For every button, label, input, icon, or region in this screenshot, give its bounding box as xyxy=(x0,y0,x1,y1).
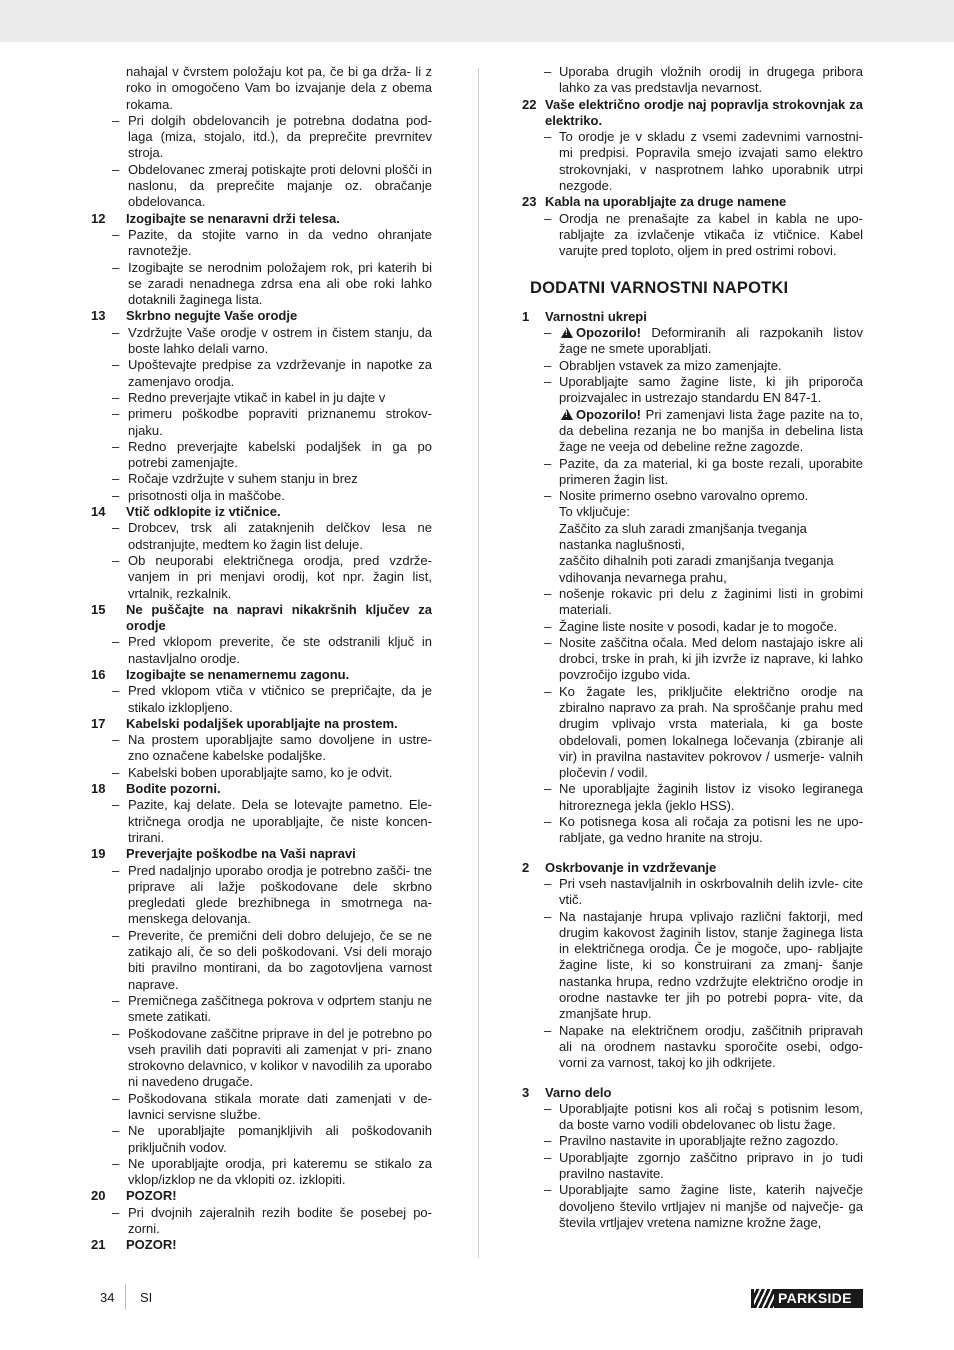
parkside-logo: PARKSIDE xyxy=(751,1289,863,1308)
section-title: DODATNI VARNOSTNI NAPOTKI xyxy=(530,278,789,297)
list-item: – Obdelovanec zmeraj potiskajte proti delovni plošči in naslonu, da preprečite majanje oz. obračanje obdelovanca. xyxy=(112,161,432,210)
numbered-heading: 20 POZOR! xyxy=(91,1188,177,1204)
list-item: – Uporaba drugih vložnih orodij in drugega pribora lahko za vas predstavlja nevarnost. xyxy=(544,64,863,96)
numbered-heading: 21 POZOR! xyxy=(91,1237,177,1253)
list-item: – Pred vklopom preverite, če ste odstranili ključ in nastavljalno orodje. xyxy=(112,634,432,666)
numbered-heading: 17 Kabelski podaljšek uporabljajte na prostem. xyxy=(91,715,398,731)
numbered-heading: 14 Vtič odklopite iz vtičnice. xyxy=(91,504,281,520)
warning-triangle-icon xyxy=(561,327,573,338)
numbered-heading: 15 Ne puščajte na napravi nikakršnih ključev za orodje xyxy=(91,601,432,634)
continued-text: nahajal v čvrstem položaju kot pa, če bi ga drža- li z roko in omogočeno Vam bo izvajanje dela z obema rokama. xyxy=(126,64,432,112)
list-item: – Poškodovana stikala morate dati zamenjati v de- lavnici servisne službe. xyxy=(112,1090,432,1122)
list-item: – Pazite, da za material, ki ga boste rezali, uporabite primeren žagin list. xyxy=(544,455,863,487)
list-item: – Ne uporabljajte žaginih listov iz visoko legiranega hitroreznega jekla (jeklo HSS). xyxy=(544,781,863,813)
list-item: – Pravilno nastavite in uporabljajte režno zagozdo. xyxy=(544,1133,839,1149)
list-item: – primeru poškodbe popraviti priznanemu strokov- njaku. xyxy=(112,406,432,438)
list-item: – Ob neuporabi električnega orodja, pred vzdrže- vanjem in pri menjavi orodij, kot npr. žagin list, vrtalnik, rezkalnik. xyxy=(112,552,432,601)
logo-stripes-icon xyxy=(754,1289,774,1308)
section-2-heading: 2 Oskrbovanje in vzdrževanje xyxy=(522,859,717,875)
numbered-heading: 19 Preverjajte poškodbe na Vaši napravi xyxy=(91,846,356,862)
list-item: – Izogibajte se nerodnim položajem rok, pri katerih bi se zaradi nenadnega zdrsa ena ali obe roki lahko dotaknili žaginega lista. xyxy=(112,259,432,308)
language-code: SI xyxy=(140,1290,153,1305)
list-item: – Žagine liste nosite v posodi, kadar je to mogoče. xyxy=(544,618,838,634)
right-column xyxy=(522,64,863,1231)
list-item: – Vzdržujte Vaše orodje v ostrem in čistem stanju, da boste lahko delali varno. xyxy=(112,324,432,357)
list-item: – Redno preverjajte vtikač in kabel in ju dajte v xyxy=(112,389,386,405)
list-item: – Obrabljen vstavek za mizo zamenjajte. xyxy=(544,357,782,373)
list-item: – Nosite zaščitna očala. Med delom nastajajo iskre ali drobci, trske in prah, ki jih izvrže iz naprave, ki lahko povzročijo izgubo vida. xyxy=(544,634,863,683)
numbered-heading: 12 Izogibajte se nenaravni drži telesa. xyxy=(91,210,340,226)
section-3-heading: 3 Varno delo xyxy=(522,1084,612,1100)
list-item: – Uporabljajte samo žagine liste, katerih največje dovoljeno število vrtljajev ni manjše od največje- ga števila vrtljajev vretena namizne krožne žage, xyxy=(544,1182,863,1230)
numbered-heading: 22 Vaše električno orodje naj popravlja strokovnjak za elektriko. xyxy=(522,96,863,128)
section-1-heading: 1 Varnostni ukrepi xyxy=(522,308,647,324)
list-item: – Na nastajanje hrupa vplivajo različni faktorji, med drugim kakovost žaginih listov, stanje žaginega lista in električnega orodja. Če je mogoče, upo- rabljajte žagine liste, ki so konstruirani za zmanj- šanje nastanka hrupa, redno vzdržujte električno orodje in orodne nastavke ter jih po potrebi popra- vite, da zmanjšate hrup. xyxy=(544,908,863,1022)
left-column xyxy=(91,64,432,1254)
list-item: – Uporabljajte zgornjo zaščitno pripravo in jo tudi pravilno nastavite. xyxy=(544,1149,863,1181)
list-item: – Ročaje vzdržujte v suhem stanju in brez xyxy=(112,471,358,487)
numbered-heading: 18 Bodite pozorni. xyxy=(91,781,221,797)
list-item: – Pred nadaljnjo uporabo orodja je potrebno zašči- tne priprave ali lažje poškodovane dele skrbno pregledati glede brezhibnega in smotrnega na- menskega delovanja. xyxy=(112,862,432,927)
list-item: – Pazite, da stojite varno in da vedno ohranjate ravnotežje. xyxy=(112,226,432,259)
numbered-heading: 16 Izogibajte se nenamernemu zagonu. xyxy=(91,666,350,682)
list-item: – Pri dolgih obdelovancih je potrebna dodatna pod- laga (miza, stojalo, itd.), da preprečite prevrnitev stroja. xyxy=(112,112,432,161)
list-item: – Pri vseh nastavljalnih in oskrbovalnih delih izvle- cite vtič. xyxy=(544,875,863,908)
warning-triangle-icon xyxy=(561,409,573,420)
list-item: – Uporabljajte potisni kos ali ročaj s potisnim lesom, da boste varno vodili obdelovanec ob listu žage. xyxy=(544,1100,863,1133)
list-item: – To orodje je v skladu z vsemi zadevnimi varnostni- mi predpisi. Popravila smejo izvajati samo elektro strokovnjaki, v nasprotnem lahko uporabnik utrpi nezgode. xyxy=(544,129,863,194)
list-item: – Orodja ne prenašajte za kabel in kabla ne upo- rabljajte za izvlačenje vtikača iz vtičnice. Kabel varujte pred toploto, oljem in pred ostrimi robovi. xyxy=(544,210,863,259)
top-bar xyxy=(0,0,954,42)
numbered-heading: 23 Kabla na uporabljajte za druge namene xyxy=(522,194,787,210)
list-item: – Drobcev, trsk ali zataknjenih delčkov lesa ne odstranjujte, medtem ko žagin list deluje. xyxy=(112,520,432,552)
list-item: – Na prostem uporabljajte samo dovoljene in ustre- zno označene kabelske podaljške. xyxy=(112,732,432,764)
numbered-heading: 13 Skrbno negujte Vaše orodje xyxy=(91,308,298,324)
list-item: – Uporabljajte samo žagine liste, ki jih priporoča proizvajalec in ustrezajo standardu EN 847-1. !Opozorilo! Pri zamenjavi lista žage pazite na to, da debelina rezanja ne bo manjša in debelina lista žage ne veeja od debeline režne zagozde. xyxy=(522,374,863,455)
list-item: – Napake na električnem orodju, zaščitnih pripravah ali na orodnem nastavku sporočite osebi, odgo- vorni za varnost, takoj ko jih odkrijete. xyxy=(544,1022,863,1071)
list-item: – prisotnosti olja in maščobe. xyxy=(112,487,285,503)
list-item: – Ne uporabljajte orodja, pri kateremu se stikalo za vklop/izklop ne da vklopiti oz. izklopiti. xyxy=(112,1155,432,1188)
column-divider xyxy=(478,68,479,1258)
list-item: – nošenje rokavic pri delu z žaginimi listi in grobimi materiali. xyxy=(544,585,863,618)
list-item: – Redno preverjajte kabelski podaljšek in ga po potrebi zamenjajte. xyxy=(112,438,432,471)
list-item: – Upoštevajte predpise za vzdrževanje in napotke za zamenjavo orodja. xyxy=(112,357,432,389)
page-number: 34 xyxy=(100,1290,115,1305)
list-item: – Preverite, če premični deli dobro delujejo, če se ne zatikajo ali, če so deli poškodovani. Vsi deli morajo biti pravilno montirani, da bo zagotovljena varnost naprave. xyxy=(112,927,432,992)
list-item: – Ko potisnega kosa ali ročaja za potisni les ne upo- rabljate, ga vedno hranite na stroju. xyxy=(544,814,863,846)
right-top-list xyxy=(522,64,863,260)
list-item: – Kabelski boben uporabljajte samo, ko je odvit. xyxy=(112,764,393,780)
list-item: – Poškodovane zaščitne priprave in del je potrebno po vseh pravilih dati popraviti ali zamenjat v pri- znano strokovno delavnico, v kolikor v navodilih za uporabo ni navedeno drugače. xyxy=(112,1025,432,1090)
list-item: – Ko žagate les, priključite električno orodje na zbiralno napravo za prah. Na sproščanje prahu med drugim vplivajo vrsta materiala, ki ga boste obdelovali, pomen lokalnega ločevanja (zbiranje ali vir) in pravilna nastavitev pokrovov / usmerje- valnih pločevin / vodil. xyxy=(544,683,863,781)
footer-divider xyxy=(125,1284,126,1310)
list-item: – ! Opozorilo! Deformiranih ali razpokanih listov žage ne smete uporabljati. xyxy=(522,325,863,358)
list-item: – Pri dvojnih zajeralnih rezih bodite še posebej po- zorni. xyxy=(112,1204,432,1237)
list-item: – Nosite primerno osebno varovalno opremo. To vključuje: Zaščito za sluh zaradi zmanjšanja tveganja nastanka naglušnosti, zaščito dihalnih poti zaradi zmanjšanja tveganja vdihovanja nevarnega prahu, xyxy=(544,488,834,585)
list-item: – Pred vklopom vtiča v vtičnico se prepričajte, da je stikalo izklopljeno. xyxy=(112,683,432,715)
list-item: – Pazite, kaj delate. Dela se lotevajte pametno. Ele- ktričnega orodja ne uporabljajte, če niste koncen- trirani. xyxy=(112,797,432,845)
list-item: – Premičnega zaščitnega pokrova v odprtem stanju ne smete zatikati. xyxy=(112,992,432,1025)
list-item: – Ne uporabljajte pomanjkljivih ali poškodovanih priključnih vodov. xyxy=(112,1123,432,1155)
